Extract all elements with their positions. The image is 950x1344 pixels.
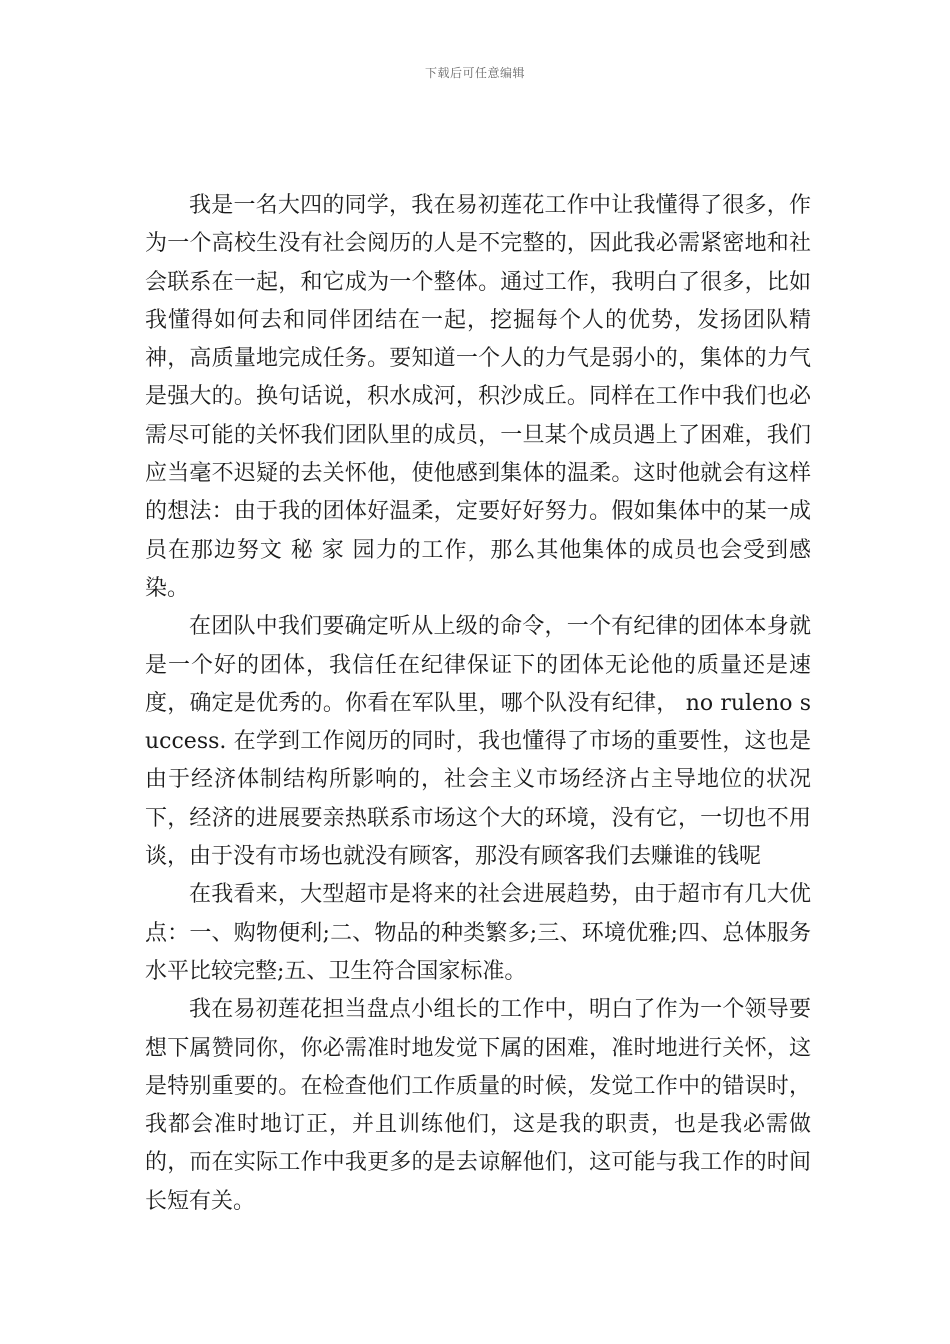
paragraph-3: 在我看来，大型超市是将来的社会进展趋势，由于超市有几大优点：一、购物便利;二、物品的种类繁多;三、环境优雅;四、总体服务水平比较完整;五、卫生符合国家标准。 xyxy=(145,882,811,984)
paragraph-1: 我是一名大四的同学，我在易初莲花工作中让我懂得了很多，作为一个高校生没有社会阅历的人是不完整的，因此我必需紧密地和社会联系在一起，和它成为一个整体。通过工作，我明白了很多，比如我懂得如何去和同伴团结在一起，挖掘每个人的优势，发扬团队精神，高质量地完成任务。要知道一个人的力气是弱小的，集体的力气是强大的。换句话说，积水成河，积沙成丘。同样在工作中我们也必需尽可能的关怀我们团队里的成员，一旦某个成员遇上了困难，我们应当毫不迟疑的去关怀他，使他感到集体的温柔。这时他就会有这样的想法：由于我的团体好温柔，定要好好努力。假如集体中的某一成员在那边努文 秘 家 园力的工作，那么其他集体的成员也会受到感染。 xyxy=(145,193,811,601)
header-note: 下载后可任意编辑 xyxy=(424,66,525,80)
paragraph-2: 在团队中我们要确定听从上级的命令，一个有纪律的团体本身就是一个好的团体，我信任在纪律保证下的团体无论他的质量还是速度，确定是优秀的。你看在军队里，哪个队没有纪律， no ruleno success. 在学到工作阅历的同时，我也懂得了市场的重要性，这也是由于经济体制结构所影响的，社会主义市场经济占主导地位的状况下，经济的进展要亲热联系市场这个大的环境，没有它，一切也不用谈，由于没有市场也就没有顾客，那没有顾客我们去赚谁的钱呢 xyxy=(145,614,811,870)
document-body xyxy=(145,187,811,1221)
paragraph-4: 我在易初莲花担当盘点小组长的工作中，明白了作为一个领导要想下属赞同你，你必需准时地发觉下属的困难，准时地进行关怀，这是特别重要的。在检查他们工作质量的时候，发觉工作中的错误时，我都会准时地订正，并且训练他们，这是我的职责，也是我必需做的，而在实际工作中我更多的是去谅解他们，这可能与我工作的时间长短有关。 xyxy=(145,997,811,1214)
